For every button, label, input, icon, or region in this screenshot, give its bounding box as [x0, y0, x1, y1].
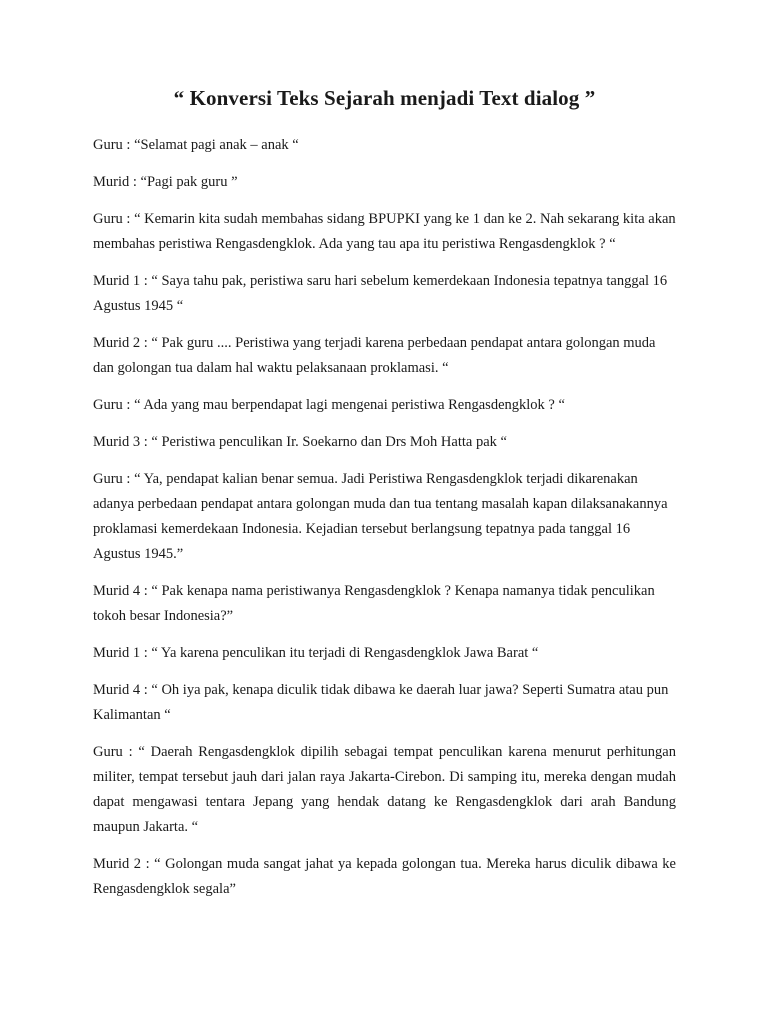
dialog-line-guru-reason: Guru : “ Daerah Rengasdengklok dipilih sebagai tempat penculikan karena menurut perhitungan militer, tempat tersebut jauh dari jalan raya Jakarta-Cirebon. Di samping itu, mereka dengan mudah dapat mengawasi tentara Jepang yang hendak datang ke Rengasdengklok dari arah Bandung maupun Jakarta. “ — [93, 744, 676, 835]
dialog-line-murid2-answer: Murid 2 : “ Pak guru .... Peristiwa yang terjadi karena perbedaan pendapat antara golongan muda dan golongan tua dalam hal waktu pelaksanaan proklamasi. “ — [93, 335, 656, 376]
document-page — [93, 86, 676, 914]
dialog-line-murid4-followup: Murid 4 : “ Oh iya pak, kenapa diculik tidak dibawa ke daerah luar jawa? Seperti Sumatra atau pun Kalimantan “ — [93, 682, 669, 723]
dialog-line-guru-explanation: Guru : “ Ya, pendapat kalian benar semua. Jadi Peristiwa Rengasdengklok terjadi dikarenakan adanya perbedaan pendapat antara golongan muda dan tua tentang masalah kapan dilaksanakannya proklamasi kemerdekaan Indonesia. Kejadian tersebut berlangsung tepatnya pada tanggal 16 Agustus 1945.” — [93, 471, 668, 562]
dialog-line-murid4-question: Murid 4 : “ Pak kenapa nama peristiwanya Rengasdengklok ? Kenapa namanya tidak penculikan tokoh besar Indonesia?” — [93, 583, 655, 624]
dialog-line-guru-intro: Guru : “ Kemarin kita sudah membahas sidang BPUPKI yang ke 1 dan ke 2. Nah sekarang kita akan membahas peristiwa Rengasdengklok. Ada yang tau apa itu peristiwa Rengasdengklok ? “ — [93, 211, 676, 252]
dialog-line-murid2-comment: Murid 2 : “ Golongan muda sangat jahat ya kepada golongan tua. Mereka harus diculik dibawa ke Rengasdengklok segala” — [93, 856, 676, 897]
dialog-line-guru-question: Guru : “ Ada yang mau berpendapat lagi mengenai peristiwa Rengasdengklok ? “ — [93, 397, 565, 413]
document-title: “ Konversi Teks Sejarah menjadi Text dialog ” — [173, 86, 596, 110]
dialog-line-murid1-reply: Murid 1 : “ Ya karena penculikan itu terjadi di Rengasdengklok Jawa Barat “ — [93, 645, 539, 661]
dialog-line-murid-greeting: Murid : “Pagi pak guru ” — [93, 174, 238, 190]
dialog-line-guru-greeting: Guru : “Selamat pagi anak – anak “ — [93, 137, 299, 153]
dialog-line-murid1-answer: Murid 1 : “ Saya tahu pak, peristiwa saru hari sebelum kemerdekaan Indonesia tepatnya tanggal 16 Agustus 1945 “ — [93, 273, 668, 314]
dialog-line-murid3-answer: Murid 3 : “ Peristiwa penculikan Ir. Soekarno dan Drs Moh Hatta pak “ — [93, 434, 507, 450]
